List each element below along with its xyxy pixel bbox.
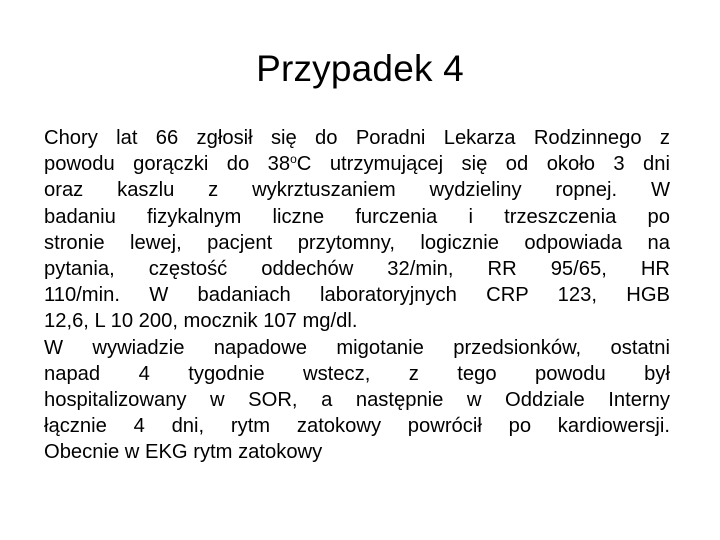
text-line: pytania, częstość oddechów 32/min, RR 95/65, HR xyxy=(44,258,670,281)
text-line: stronie lewej, pacjent przytomny, logicznie odpowiada na xyxy=(44,231,670,254)
text-line: Obecnie w EKG rytm zatokowy xyxy=(44,441,323,464)
history-paragraph xyxy=(44,335,670,466)
text-line: 110/min. W badaniach laboratoryjnych CRP 123, HGB xyxy=(44,284,670,307)
text-line: oraz kaszlu z wykrztuszaniem wydzieliny ropnej. W xyxy=(44,179,670,202)
case-description-paragraph xyxy=(44,125,670,335)
text-line: napad 4 tygodnie wstecz, z tego powodu był xyxy=(44,362,670,385)
slide-body xyxy=(44,125,670,466)
text-fragment: C utrzymującej się od około 3 dni xyxy=(296,153,670,176)
text-line: hospitalizowany w SOR, a następnie w Oddziale Interny xyxy=(44,389,670,412)
text-line: W wywiadzie napadowe migotanie przedsionków, ostatni xyxy=(44,336,670,359)
degree-superscript: o xyxy=(290,152,297,167)
text-fragment: powodu gorączki do 38 xyxy=(44,153,291,176)
text-line: badaniu fizykalnym liczne furczenia i trzeszczenia po xyxy=(44,205,670,228)
text-line: Chory lat 66 zgłosił się do Poradni Lekarza Rodzinnego z xyxy=(44,127,670,149)
text-line: 12,6, L 10 200, mocznik 107 mg/dl. xyxy=(44,310,358,333)
slide-title: Przypadek 4 xyxy=(256,48,464,89)
text-line xyxy=(44,151,670,177)
text-line: łącznie 4 dni, rytm zatokowy powrócił po kardiowersji. xyxy=(44,415,670,438)
